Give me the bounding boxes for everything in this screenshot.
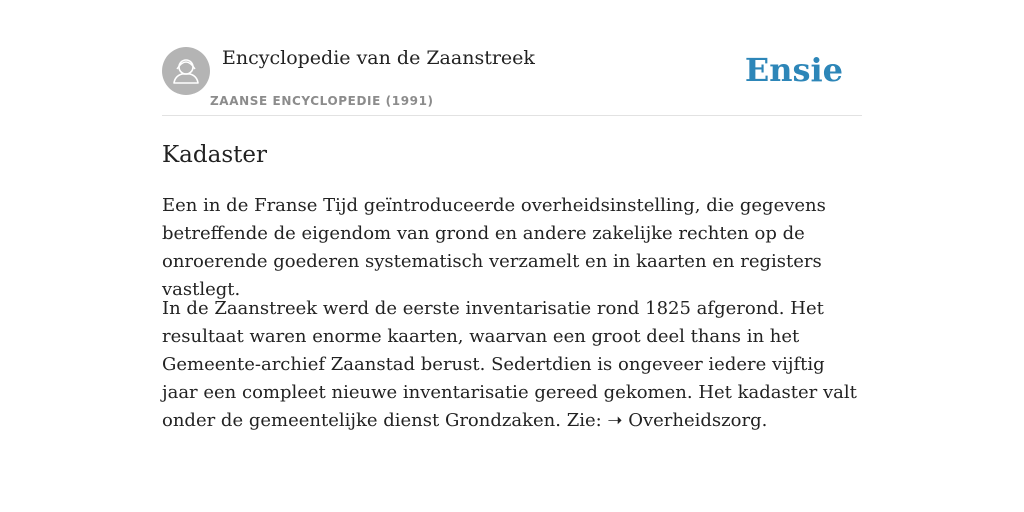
page-container: [162, 0, 862, 431]
paragraph-text: In de Zaanstreek werd de eerste inventarisatie rond 1825 afgerond. Het resultaat waren enorme kaarten, waarvan een groot deel thans in het Gemeente-archief Zaanstad berust. Sedertdien is ongeveer iedere vijftig jaar een compleet nieuwe inventarisatie gereed gekomen. Het kadaster valt onder de gemeentelijke dienst Grondzaken. Zie:: [162, 298, 857, 431]
article-paragraph: [162, 295, 862, 435]
source-subtitle[interactable]: ZAANSE ENCYCLOPEDIE (1991): [210, 94, 434, 108]
article-paragraph: Een in de Franse Tijd geïntroduceerde overheidsinstelling, die gegevens betreffende de eigendom van grond en andere zakelijke rechten op de onroerende goederen systematisch verzamelt en in kaarten en registers vastlegt.: [162, 195, 826, 300]
source-title[interactable]: Encyclopedie van de Zaanstreek: [222, 47, 535, 69]
source-header: [162, 0, 862, 116]
user-icon: [162, 47, 210, 95]
overheidszorg-link[interactable]: ➝ Overheidszorg: [607, 410, 762, 431]
avatar[interactable]: [162, 47, 210, 95]
article-title: Kadaster: [162, 142, 267, 168]
paragraph-end: .: [761, 410, 768, 431]
ensie-logo[interactable]: Ensie: [744, 51, 843, 89]
